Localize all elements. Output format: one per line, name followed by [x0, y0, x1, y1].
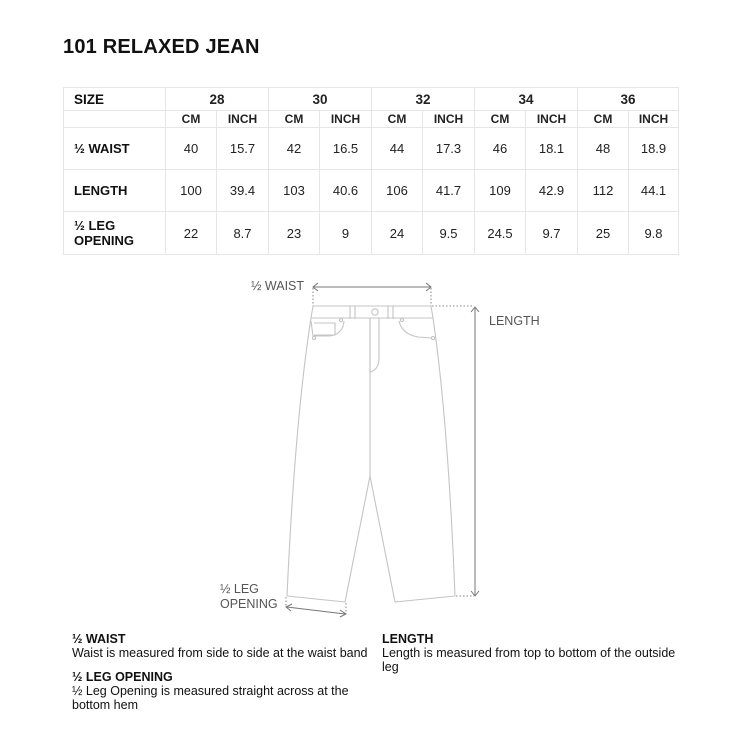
cell: 18.1 — [526, 128, 578, 170]
cell: 42.9 — [526, 170, 578, 212]
cell: 112 — [578, 170, 629, 212]
unit-inch: INCH — [526, 111, 578, 128]
cell: 24.5 — [475, 212, 526, 255]
size-36: 36 — [578, 88, 679, 111]
cell: 24 — [372, 212, 423, 255]
size-32: 32 — [372, 88, 475, 111]
row-label-waist: ½ WAIST — [64, 128, 166, 170]
unit-inch: INCH — [320, 111, 372, 128]
note-length-heading: LENGTH — [382, 632, 434, 646]
unit-inch: INCH — [629, 111, 679, 128]
cell: 106 — [372, 170, 423, 212]
diagram-leg-label-line1: ½ LEG — [220, 582, 259, 596]
cell: 8.7 — [217, 212, 269, 255]
row-label-leg-opening — [64, 212, 166, 255]
diagram-length-label: LENGTH — [489, 314, 540, 328]
cell: 18.9 — [629, 128, 679, 170]
cell: 9.8 — [629, 212, 679, 255]
table-row-length — [64, 170, 679, 212]
note-leg-text: ½ Leg Opening is measured straight across at the bottom hem — [72, 684, 349, 712]
cell: 15.7 — [217, 128, 269, 170]
note-length — [382, 632, 682, 674]
notes-right — [382, 632, 682, 684]
unit-inch: INCH — [217, 111, 269, 128]
cell: 41.7 — [423, 170, 475, 212]
cell: 39.4 — [217, 170, 269, 212]
cell: 22 — [166, 212, 217, 255]
cell: 9.5 — [423, 212, 475, 255]
cell: 109 — [475, 170, 526, 212]
note-waist-heading: ½ WAIST — [72, 632, 126, 646]
unit-cm: CM — [269, 111, 320, 128]
diagram-leg-label-line2: OPENING — [220, 597, 278, 611]
unit-cm: CM — [578, 111, 629, 128]
cell: 103 — [269, 170, 320, 212]
note-leg — [72, 670, 372, 712]
cell: 9.7 — [526, 212, 578, 255]
cell: 44 — [372, 128, 423, 170]
row-label-length: LENGTH — [64, 170, 166, 212]
diagram-waist-label: ½ WAIST — [251, 279, 305, 293]
measurement-guides — [286, 283, 479, 617]
note-waist — [72, 632, 372, 660]
cell: 40 — [166, 128, 217, 170]
size-label: SIZE — [64, 88, 166, 111]
size-34: 34 — [475, 88, 578, 111]
unit-inch: INCH — [423, 111, 475, 128]
unit-cm: CM — [372, 111, 423, 128]
cell: 48 — [578, 128, 629, 170]
unit-header-row — [64, 111, 679, 128]
row-label-leg-line1: ½ LEG — [74, 218, 116, 233]
cell: 25 — [578, 212, 629, 255]
cell: 46 — [475, 128, 526, 170]
note-length-text: Length is measured from top to bottom of the outside leg — [382, 646, 676, 674]
diagram-leg-label — [220, 582, 278, 612]
cell: 9 — [320, 212, 372, 255]
note-leg-heading: ½ LEG OPENING — [72, 670, 173, 684]
notes-left — [72, 632, 372, 722]
cell: 40.6 — [320, 170, 372, 212]
jeans-outline-icon — [287, 306, 455, 602]
unit-cm: CM — [166, 111, 217, 128]
table-row-waist — [64, 128, 679, 170]
cell: 42 — [269, 128, 320, 170]
cell: 23 — [269, 212, 320, 255]
cell: 16.5 — [320, 128, 372, 170]
size-28: 28 — [166, 88, 269, 111]
note-waist-text: Waist is measured from side to side at the waist band — [72, 646, 368, 660]
cell: 44.1 — [629, 170, 679, 212]
row-label-leg-line2: OPENING — [74, 233, 134, 248]
size-chart-table — [63, 87, 679, 255]
empty-cell — [64, 111, 166, 128]
unit-cm: CM — [475, 111, 526, 128]
table-row-leg-opening — [64, 212, 679, 255]
size-30: 30 — [269, 88, 372, 111]
size-header-row — [64, 88, 679, 111]
cell: 17.3 — [423, 128, 475, 170]
cell: 100 — [166, 170, 217, 212]
page-title: 101 RELAXED JEAN — [63, 36, 260, 58]
